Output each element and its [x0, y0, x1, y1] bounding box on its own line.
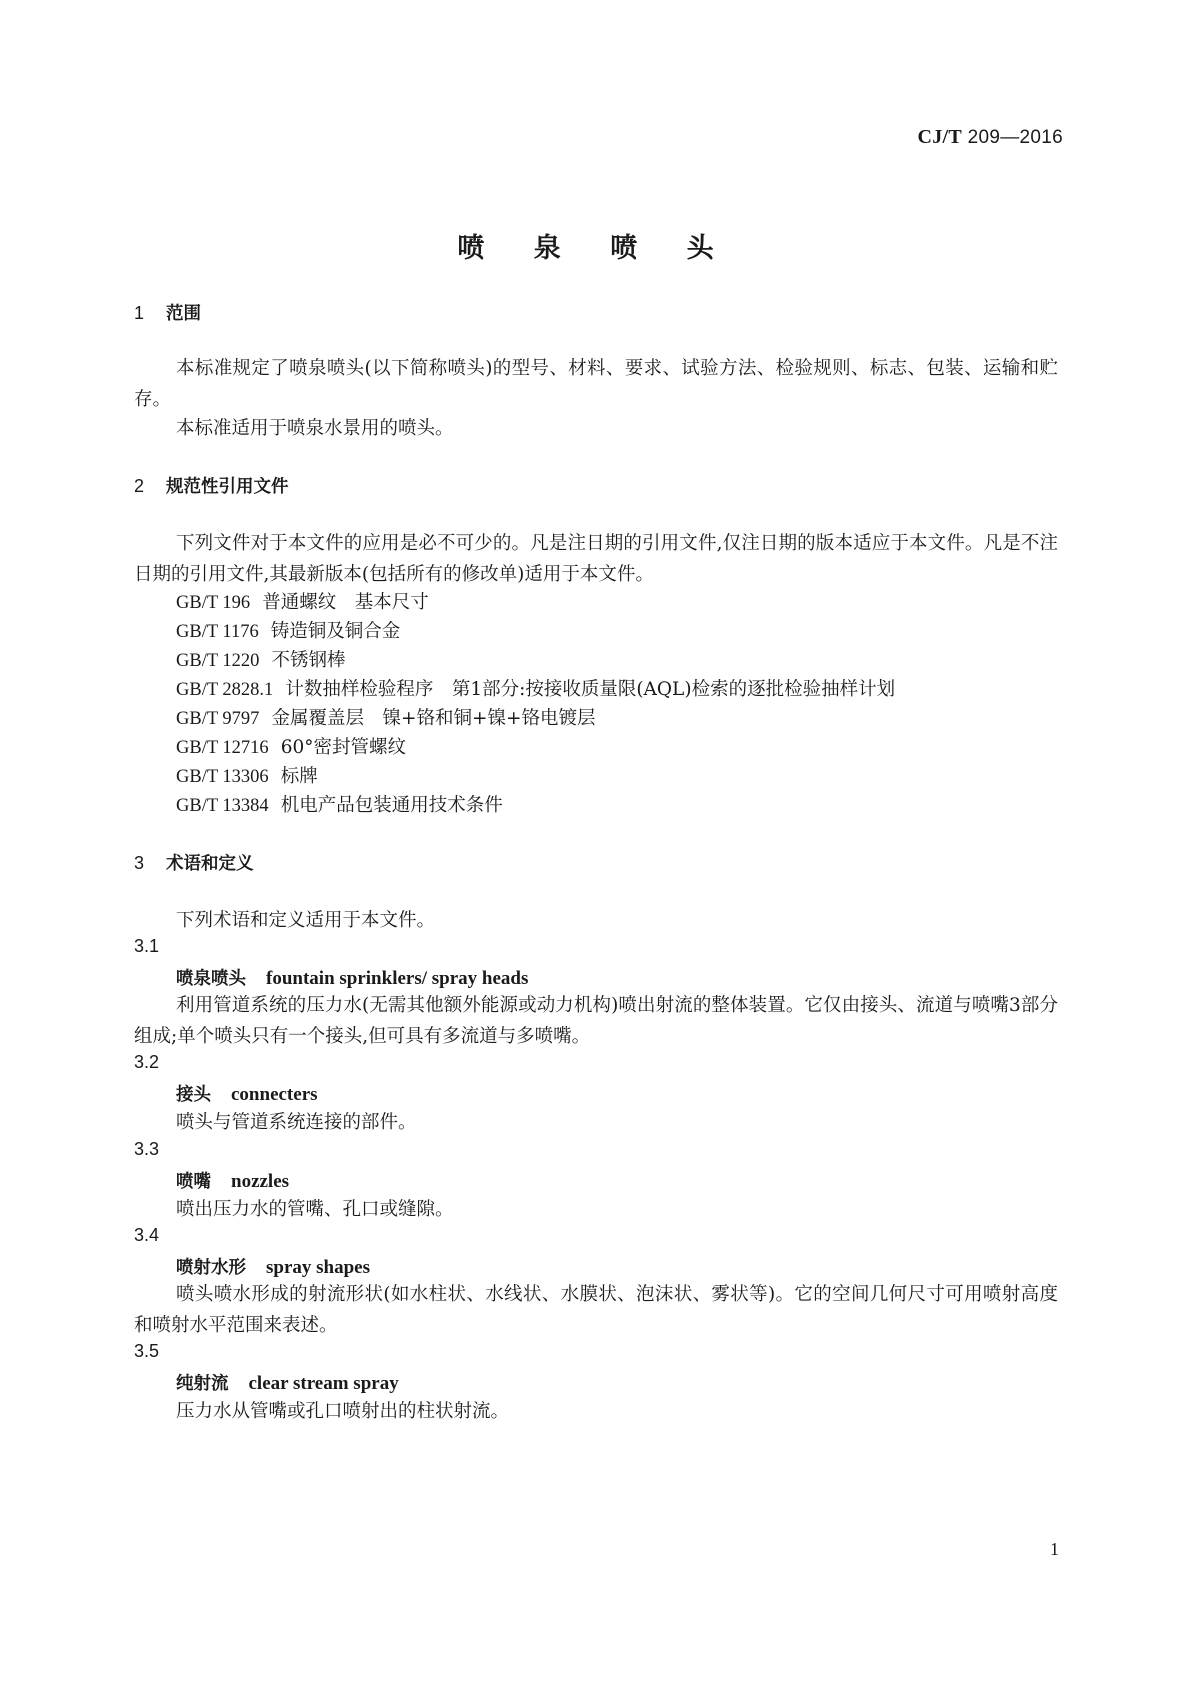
normative-reference-item	[176, 791, 503, 817]
term-zh: 喷嘴	[176, 1172, 211, 1192]
reference-title: 计数抽样检验程序 第1部分:按接收质量限(AQL)检索的逐批检验抽样计划	[285, 679, 896, 700]
standard-prefix: CJ/T	[917, 126, 963, 148]
term-en: fountain sprinklers/ spray heads	[266, 968, 529, 989]
term-heading	[176, 1254, 370, 1279]
section-2-heading	[134, 473, 289, 498]
reference-title: 不锈钢棒	[271, 650, 346, 671]
term-number: 3.2	[134, 1052, 160, 1072]
section-number: 3	[134, 853, 145, 873]
normative-reference-item	[176, 704, 595, 730]
term-heading	[176, 1081, 318, 1106]
term-definition: 压力水从管嘴或孔口喷射出的柱状射流。	[176, 1401, 510, 1422]
term-en: connecters	[231, 1084, 318, 1105]
reference-code: GB/T 9797	[176, 709, 260, 729]
page-number: 1	[1050, 1539, 1059, 1559]
term-en: spray shapes	[266, 1257, 370, 1278]
reference-code: GB/T 13384	[176, 796, 269, 816]
section-title: 术语和定义	[166, 854, 254, 874]
section-3-intro: 下列术语和定义适用于本文件。	[176, 910, 436, 931]
term-heading	[176, 965, 528, 990]
term-definition: 喷头喷水形成的射流形状(如水柱状、水线状、水膜状、泡沫状、雾状等)。它的空间几何尺寸可用喷射高度和喷射水平范围来表述。	[134, 1284, 1058, 1336]
section-3-heading	[134, 850, 254, 875]
section-title: 范围	[166, 304, 201, 324]
section-number: 2	[134, 476, 145, 496]
reference-title: 60°密封管螺纹	[280, 737, 406, 758]
standard-number: 209—2016	[967, 127, 1063, 148]
normative-reference-item	[176, 733, 406, 759]
term-en: nozzles	[231, 1171, 290, 1192]
normative-reference-item	[176, 588, 429, 614]
reference-code: GB/T 2828.1	[176, 680, 274, 700]
reference-code: GB/T 1176	[176, 622, 259, 642]
reference-title: 普通螺纹 基本尺寸	[262, 592, 429, 613]
reference-title: 标牌	[280, 766, 318, 787]
reference-title: 金属覆盖层 镍+铬和铜+镍+铬电镀层	[271, 708, 596, 729]
reference-title: 机电产品包装通用技术条件	[280, 795, 503, 816]
section-1-heading	[134, 300, 201, 325]
term-definition: 喷出压力水的管嘴、孔口或缝隙。	[176, 1199, 454, 1220]
normative-reference-item	[176, 617, 400, 643]
standard-code	[917, 126, 1063, 149]
term-definition: 利用管道系统的压力水(无需其他额外能源或动力机构)喷出射流的整体装置。它仅由接头、流道与喷嘴3部分组成;单个喷头只有一个接头,但可具有多流道与多喷嘴。	[134, 995, 1058, 1047]
section-1-paragraph-1: 本标准规定了喷泉喷头(以下简称喷头)的型号、材料、要求、试验方法、检验规则、标志、包装、运输和贮存。	[134, 358, 1058, 410]
document-title: 喷 泉 喷 头	[457, 233, 734, 264]
term-number: 3.3	[134, 1139, 160, 1159]
term-en: clear stream spray	[248, 1373, 399, 1394]
term-heading	[176, 1168, 289, 1193]
section-1-paragraph-2: 本标准适用于喷泉水景用的喷头。	[176, 418, 454, 439]
section-2-paragraph-1: 下列文件对于本文件的应用是必不可少的。凡是注日期的引用文件,仅注日期的版本适应于本文件。凡是不注日期的引用文件,其最新版本(包括所有的修改单)适用于本文件。	[134, 533, 1058, 585]
term-definition: 喷头与管道系统连接的部件。	[176, 1112, 417, 1133]
normative-reference-item	[176, 646, 345, 672]
term-number: 3.4	[134, 1225, 160, 1245]
normative-reference-item	[176, 762, 318, 788]
reference-code: GB/T 13306	[176, 767, 269, 787]
reference-code: GB/T 12716	[176, 738, 269, 758]
term-number: 3.5	[134, 1341, 160, 1361]
term-zh: 纯射流	[176, 1374, 229, 1394]
term-zh: 喷泉喷头	[176, 969, 246, 989]
section-title: 规范性引用文件	[166, 477, 289, 497]
reference-code: GB/T 1220	[176, 651, 260, 671]
reference-title: 铸造铜及铜合金	[270, 621, 401, 642]
reference-code: GB/T 196	[176, 593, 251, 613]
term-number: 3.1	[134, 936, 160, 956]
section-number: 1	[134, 303, 145, 323]
term-heading	[176, 1370, 399, 1395]
normative-reference-item	[176, 675, 895, 701]
term-zh: 喷射水形	[176, 1258, 246, 1278]
term-zh: 接头	[176, 1085, 211, 1105]
